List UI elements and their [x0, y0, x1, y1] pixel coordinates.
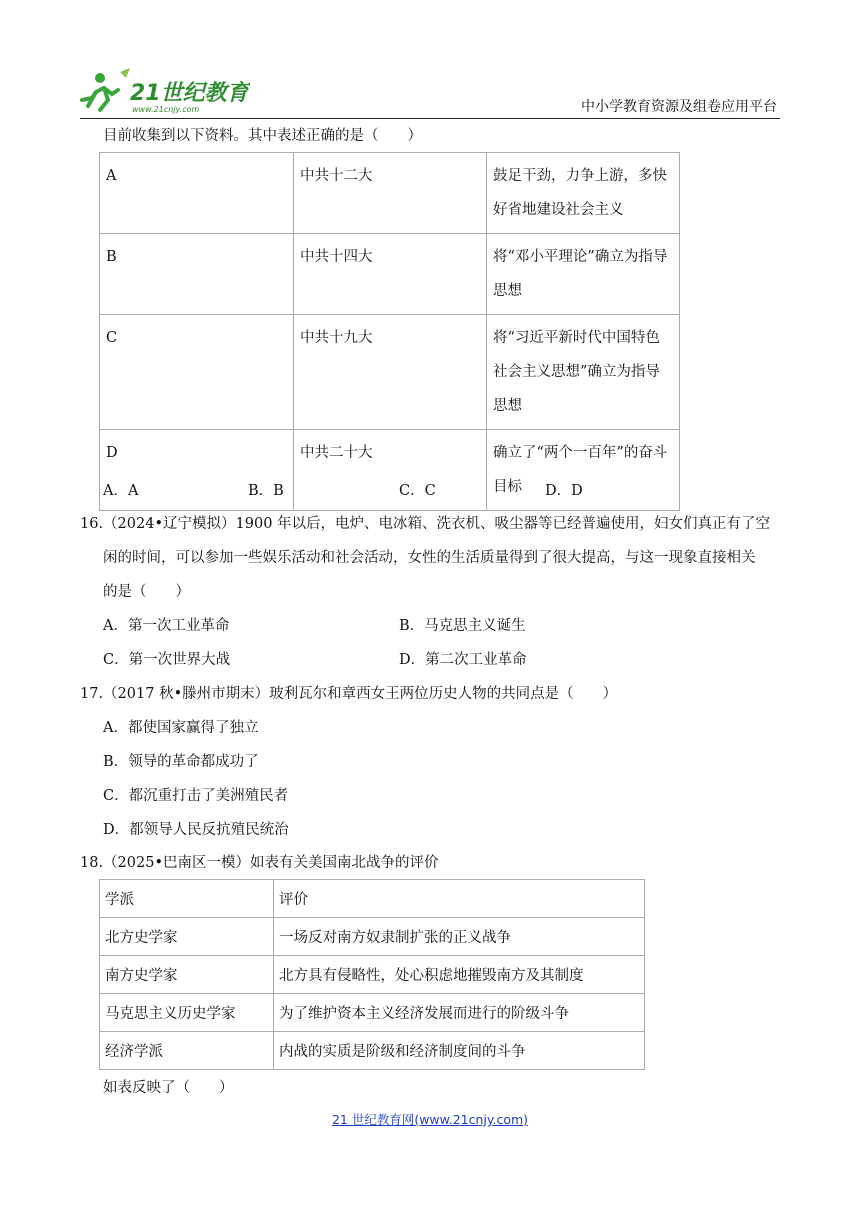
table-cell: 确立了“两个一百年”的奋斗目标 — [487, 430, 680, 511]
page-header — [0, 0, 860, 122]
table-cell: 为了维护资本主义经济发展而进行的阶级斗争 — [274, 994, 645, 1032]
table-cell: 北方史学家 — [100, 918, 274, 956]
table-cell: 南方史学家 — [100, 956, 274, 994]
page-footer — [0, 1110, 860, 1128]
table-cell: 中共二十大 — [294, 430, 487, 511]
logo-text: 21世纪教育 — [130, 81, 249, 106]
q15-choice-a: A．A — [103, 483, 139, 499]
q17-choice-b: B．领导的革命都成功了 — [103, 754, 259, 770]
q17-choice-a: A．都使国家赢得了独立 — [103, 720, 259, 736]
q16-stem-line1: 16.（2024•辽宁模拟）1900 年以后，电炉、电冰箱、洗衣机、吸尘器等已经普遍使用，妇女们真正有了空 — [80, 516, 771, 532]
table-row — [100, 153, 680, 234]
q15-choice-b: B．B — [248, 483, 284, 499]
table-cell: C — [100, 315, 294, 430]
table-row — [100, 918, 645, 956]
footer-link[interactable]: 21 世纪教育网(www.21cnjy.com) — [331, 1112, 529, 1127]
logo — [80, 66, 250, 116]
table-row — [100, 234, 680, 315]
table-row — [100, 1032, 645, 1070]
table-cell: 学派 — [100, 880, 274, 918]
table-row — [100, 956, 645, 994]
table-cell: 鼓足干劲，力争上游，多快好省地建设社会主义 — [487, 153, 680, 234]
q16-stem-line2: 闲的时间，可以参加一些娱乐活动和社会活动，女性的生活质量得到了很大提高，与这一现象直接相关 — [103, 550, 756, 566]
table-cell: 中共十九大 — [294, 315, 487, 430]
q17-choice-c: C．都沉重打击了美洲殖民者 — [103, 788, 289, 804]
q15-choice-c: C．C — [399, 483, 436, 499]
table-cell: D — [100, 430, 294, 511]
table-cell: 将“习近平新时代中国特色社会主义思想”确立为指导思想 — [487, 315, 680, 430]
table-row — [100, 430, 680, 511]
q17-stem: 17.（2017 秋•滕州市期末）玻利瓦尔和章西女王两位历史人物的共同点是（ ） — [80, 686, 618, 702]
q16-choice-a: A．第一次工业革命 — [103, 618, 230, 634]
q18-stem: 18.（2025•巴南区一模）如表有关美国南北战争的评价 — [80, 855, 439, 871]
table-cell: 中共十二大 — [294, 153, 487, 234]
table-cell: 将“邓小平理论”确立为指导思想 — [487, 234, 680, 315]
q18-tail: 如表反映了（ ） — [103, 1080, 234, 1096]
q16-choice-d: D．第二次工业革命 — [399, 652, 527, 668]
q16-stem-line3: 的是（ ） — [103, 584, 190, 600]
table-row — [100, 880, 645, 918]
table-cell: 一场反对南方奴隶制扩张的正义战争 — [274, 918, 645, 956]
platform-title: 中小学教育资源及组卷应用平台 — [581, 99, 777, 115]
q15-table — [99, 152, 680, 511]
table-cell: B — [100, 234, 294, 315]
runner-icon — [82, 68, 130, 110]
q16-choice-c: C．第一次世界大战 — [103, 652, 231, 668]
table-cell: 评价 — [274, 880, 645, 918]
table-cell: 北方具有侵略性，处心积虑地摧毁南方及其制度 — [274, 956, 645, 994]
q15-choice-d: D．D — [545, 483, 583, 499]
header-divider — [80, 118, 780, 119]
table-cell: 内战的实质是阶级和经济制度间的斗争 — [274, 1032, 645, 1070]
table-row — [100, 315, 680, 430]
q17-choice-d: D．都领导人民反抗殖民统治 — [103, 822, 289, 838]
q16-choice-b: B．马克思主义诞生 — [399, 618, 526, 634]
table-cell: 经济学派 — [100, 1032, 274, 1070]
q15-stem-tail: 目前收集到以下资料。其中表述正确的是（ ） — [103, 128, 422, 144]
q18-table — [99, 879, 645, 1070]
logo-subtext: www.21cnjy.com — [132, 105, 200, 114]
table-row — [100, 994, 645, 1032]
table-cell: 马克思主义历史学家 — [100, 994, 274, 1032]
table-cell: A — [100, 153, 294, 234]
table-cell: 中共十四大 — [294, 234, 487, 315]
